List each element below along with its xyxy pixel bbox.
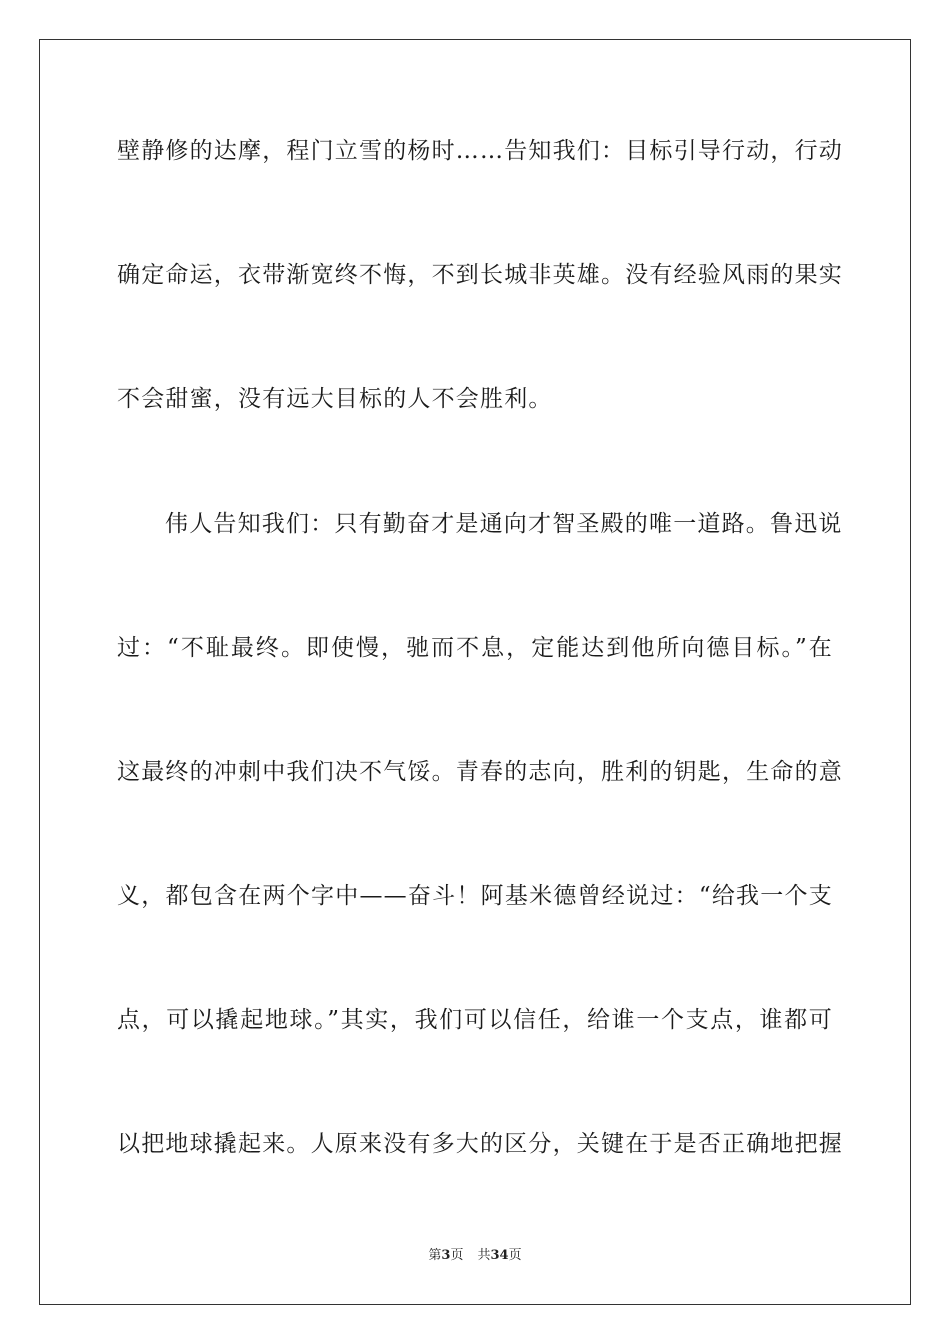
page-number-prefix: 第 (428, 1248, 442, 1263)
paragraph-2-line-5: 点，可以撬起地球。”其实，我们可以信任，给谁一个支点，谁都可 (117, 1007, 833, 1033)
paragraph-1-line-1: 壁静修的达摩，程门立雪的杨时……告知我们：目标引导行动，行动 (117, 138, 843, 164)
paragraph-1-line-3: 不会甜蜜，没有远大目标的人不会胜利。 (117, 386, 553, 412)
page-border (39, 39, 911, 1305)
paragraph-2-line-2: 过：“不耻最终。即使慢，驰而不息，定能达到他所向德目标。”在 (117, 635, 833, 661)
paragraph-2-line-4: 义，都包含在两个字中——奋斗！阿基米德曾经说过：“给我一个支 (117, 883, 833, 909)
page-footer (0, 1247, 950, 1265)
total-pages-prefix: 共 (477, 1248, 491, 1263)
paragraph-2-line-3: 这最终的冲刺中我们决不气馁。青春的志向，胜利的钥匙，生命的意 (117, 759, 843, 785)
page-number: 3 (441, 1248, 451, 1263)
page-number-suffix: 页 (450, 1248, 464, 1263)
paragraph-1-line-2: 确定命运，衣带渐宽终不悔，不到长城非英雄。没有经验风雨的果实 (117, 262, 843, 288)
paragraph-2-line-6: 以把地球撬起来。人原来没有多大的区分，关键在于是否正确地把握 (117, 1131, 843, 1157)
total-pages-suffix: 页 (508, 1248, 522, 1263)
paragraph-2-line-1: 伟人告知我们：只有勤奋才是通向才智圣殿的唯一道路。鲁迅说 (165, 511, 843, 537)
total-pages: 34 (490, 1248, 509, 1263)
